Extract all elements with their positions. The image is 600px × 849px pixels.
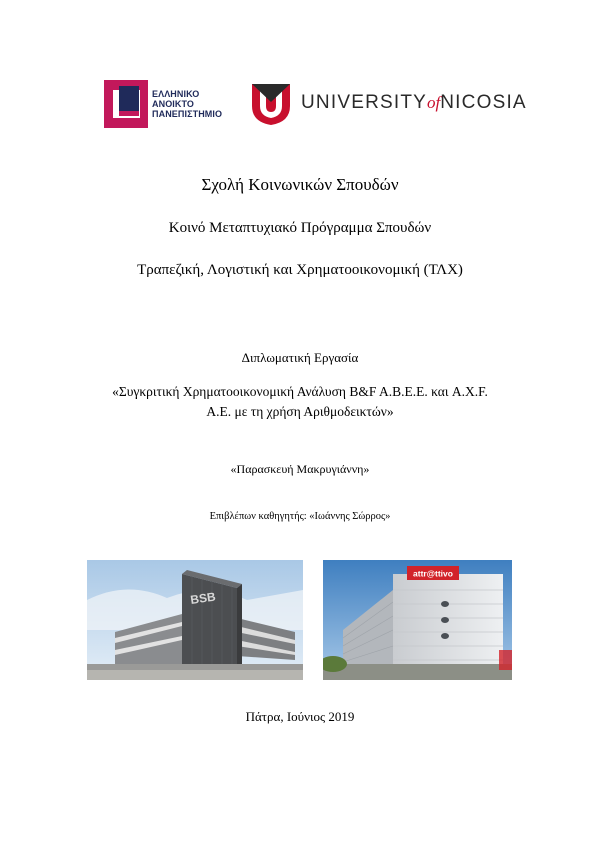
bsb-sign: BSB (189, 589, 217, 607)
school-name: Σχολή Κοινωνικών Σπουδών (201, 175, 399, 194)
specialization-name: Τραπεζική, Λογιστική και Χρηματοοικονομική (ΤΛΧ) (137, 262, 463, 278)
thesis-title-line1: «Συγκριτική Χρηματοοικονομική Ανάλυση B&F A.B.E.E. και A.X.F. (112, 384, 488, 399)
bsb-building-photo (87, 560, 303, 680)
bsb-building-image (87, 560, 303, 680)
attrattivo-building-photo (323, 560, 512, 680)
university-of-nicosia-logo (250, 82, 527, 128)
hou-name-line2: ΑΝΟΙΚΤΟ (152, 99, 195, 109)
author-name: «Παρασκευή Μακρυγιάννη» (230, 462, 370, 476)
attrattivo-building-image (323, 560, 512, 680)
thesis-label: Διπλωματική Εργασία (241, 350, 359, 365)
unic-name-university: UNIVERSITY (301, 92, 428, 113)
unic-name-nicosia: NICOSIA (440, 92, 527, 113)
hou-name-line1: ΕΛΛΗΝΙΚΟ (152, 89, 200, 99)
hou-logo-icon (104, 80, 148, 128)
hou-name-line3: ΠΑΝΕΠΙΣΤΗΜΙΟ (152, 109, 223, 119)
attrattivo-sign: attr@ttivo (413, 568, 453, 579)
program-name: Κοινό Μεταπτυχιακό Πρόγραμμα Σπουδών (168, 220, 432, 236)
thesis-title (0, 382, 600, 422)
supervisor-name: Επιβλέπων καθηγητής: «Ιωάννης Σώρρος» (209, 511, 391, 522)
hellenic-open-university-logo (104, 80, 240, 130)
thesis-title-line2: A.E. με τη χρήση Αριθμοδεικτών» (206, 404, 394, 419)
place-and-date: Πάτρα, Ιούνιος 2019 (245, 709, 355, 724)
unic-name-of: of (427, 93, 441, 112)
unic-shield-icon (250, 82, 292, 126)
